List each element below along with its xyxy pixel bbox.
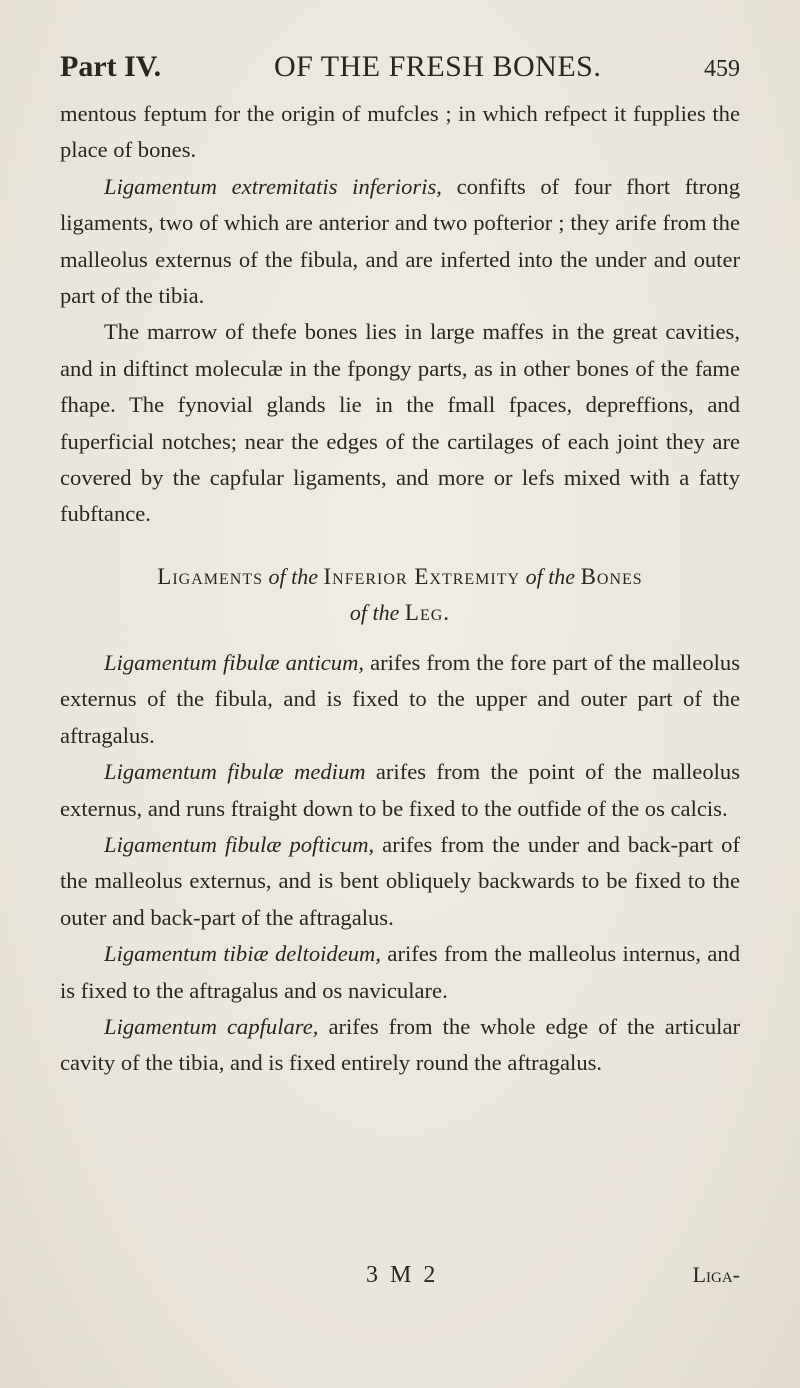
heading-word: Bones [580, 563, 643, 589]
paragraph-capsulare [60, 1009, 740, 1082]
page-number: 459 [704, 56, 740, 82]
spacer [60, 631, 740, 645]
paragraph-lead: Ligamentum fibulæ anticum, [104, 649, 365, 675]
paragraph-text: arifes from the point of the malleolus externus, and runs ftraight down to be fixed to the outfide of the os calcis. [60, 759, 741, 821]
paragraph-marrow [60, 314, 740, 532]
paragraph-text: The marrow of thefe bones lies in large maffes in the great cavities, and in diftinct moleculæ in the fpongy parts, as in other bones of the fame fhape. The fynovial glands lie in the fmall fpaces, depreffions, and fuperficial notches; near the edges of the cartilages of each joint they are covered by the capfular ligaments, and more or lefs mixed with a fatty fubftance. [60, 319, 740, 527]
paragraph-fibulae-medium [60, 754, 740, 827]
paragraph-text: arifes from the malleolus internus, and is fixed to the aftragalus and os naviculare. [60, 941, 740, 1003]
heading-word: of the [268, 563, 318, 589]
paragraph-ligamentum-extremitatis [60, 169, 740, 315]
heading-word: of the [349, 599, 400, 625]
heading-word: Ligaments [157, 563, 263, 589]
heading-word: Leg. [404, 599, 451, 625]
page-footer [60, 1258, 740, 1298]
heading-word: of the [525, 563, 576, 589]
paragraph-lead: Ligamentum tibiæ deltoideum, [104, 941, 382, 967]
heading-word: Inferior Extremity [323, 563, 521, 589]
paragraph-fibulae-anticum [60, 645, 740, 754]
paragraph-text: confifts of four fhort ftrong ligaments, two of which are anterior and two pofterior ; they arife from the malleolus externus of the fibula, and are inferted into the under and outer part of the tibia. [60, 173, 740, 309]
signature-mark: 3 M 2 [366, 1262, 439, 1288]
paragraph-lead: Ligamentum fibulæ pofticum, [104, 831, 375, 857]
paragraph-continuation [60, 96, 740, 169]
paragraph-text: mentous feptum for the origin of mufcles ; in which refpect it fupplies the place of bones. [60, 101, 740, 163]
paragraph-fibulae-posticum [60, 827, 740, 936]
paragraph-text: arifes from the whole edge of the articular cavity of the tibia, and is fixed entirely round the aftragalus. [60, 1013, 740, 1076]
paragraph-tibiae-deltoideum [60, 936, 740, 1009]
paragraph-lead: Ligamentum extremitatis inferioris, [104, 173, 442, 199]
paragraph-text: arifes from the fore part of the malleolus externus of the fibula, and is fixed to the upper and outer part of the aftragalus. [60, 649, 740, 748]
part-label: Part IV. [60, 50, 162, 83]
page-body [60, 96, 740, 1082]
chapter-title: OF THE FRESH BONES. [274, 50, 602, 83]
running-header [60, 42, 740, 92]
catchword: Liga- [692, 1262, 740, 1287]
paragraph-lead: Ligamentum capfulare, [104, 1013, 319, 1039]
paragraph-text: arifes from the under and back-part of the malleolus externus, and is bent obliquely backwards to be fixed to the outer and back-part of the aftragalus. [60, 831, 740, 930]
paragraph-lead: Ligamentum fibulæ medium [104, 759, 366, 785]
section-heading [60, 559, 740, 631]
